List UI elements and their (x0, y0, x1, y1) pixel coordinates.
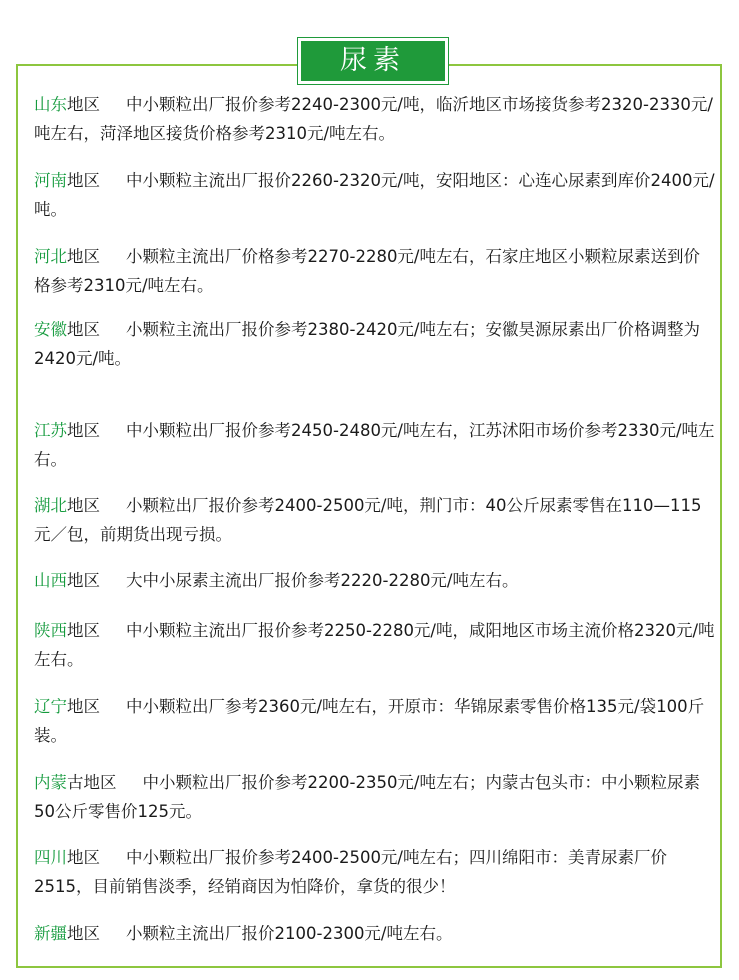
region-name: 安徽 (34, 320, 67, 339)
region-suffix: 地区 (67, 95, 100, 114)
price-entry (34, 566, 716, 595)
region-name: 辽宁 (34, 697, 67, 716)
region-suffix: 地区 (67, 924, 100, 943)
entry-text: 小颗粒主流出厂价格参考2270-2280元/吨左右，石家庄地区小颗粒尿素送到价格参考2310元/吨左右。 (34, 247, 700, 295)
region-suffix: 地区 (67, 421, 100, 440)
region-name: 陕西 (34, 621, 67, 640)
entry-text: 小颗粒主流出厂报价参考2380-2420元/吨左右；安徽昊源尿素出厂价格调整为2420元/吨。 (34, 320, 700, 368)
entry-text: 中小颗粒出厂报价参考2450-2480元/吨左右，江苏沭阳市场价参考2330元/吨左右。 (34, 421, 715, 469)
price-entry (34, 242, 716, 300)
region-name: 新疆 (34, 924, 67, 943)
region-suffix: 地区 (67, 171, 100, 190)
price-entry (34, 315, 716, 373)
price-entry (34, 90, 716, 148)
entry-text: 中小颗粒出厂报价参考2240-2300元/吨，临沂地区市场接货参考2320-2330元/吨左右，菏泽地区接货价格参考2310元/吨左右。 (34, 95, 713, 143)
region-name: 河南 (34, 171, 67, 190)
region-name: 河北 (34, 247, 67, 266)
entry-text: 小颗粒主流出厂报价2100-2300元/吨左右。 (126, 924, 453, 943)
price-entry (34, 843, 716, 901)
region-name: 江苏 (34, 421, 67, 440)
entry-text: 大中小尿素主流出厂报价参考2220-2280元/吨左右。 (126, 571, 519, 590)
price-entry (34, 416, 716, 474)
entry-text: 中小颗粒出厂参考2360元/吨左右，开原市：华锦尿素零售价格135元/袋100斤装。 (34, 697, 705, 745)
region-name: 湖北 (34, 496, 67, 515)
price-entry (34, 491, 716, 549)
price-entry (34, 166, 716, 224)
entry-text: 小颗粒出厂报价参考2400-2500元/吨，荆门市：40公斤尿素零售在110—115元／包，前期货出现亏损。 (34, 496, 702, 544)
region-name: 内蒙 (34, 773, 67, 792)
region-suffix: 地区 (67, 621, 100, 640)
region-suffix: 地区 (67, 247, 100, 266)
region-suffix: 地区 (67, 697, 100, 716)
region-suffix: 地区 (67, 320, 100, 339)
entry-text: 中小颗粒出厂报价参考2400-2500元/吨左右；四川绵阳市：美青尿素厂价2515，目前销售淡季，经销商因为怕降价，拿货的很少！ (34, 848, 667, 896)
entry-text: 中小颗粒主流出厂报价参考2250-2280元/吨，咸阳地区市场主流价格2320元/吨左右。 (34, 621, 715, 669)
entry-text: 中小颗粒出厂报价参考2200-2350元/吨左右；内蒙古包头市：中小颗粒尿素50公斤零售价125元。 (34, 773, 700, 821)
region-suffix: 地区 (67, 848, 100, 867)
region-name: 四川 (34, 848, 67, 867)
price-entry (34, 616, 716, 674)
price-entry (34, 919, 716, 948)
section-title: 尿素 (298, 38, 448, 84)
price-entry (34, 768, 716, 826)
region-suffix: 地区 (67, 571, 100, 590)
region-suffix: 地区 (67, 496, 100, 515)
region-name: 山东 (34, 95, 67, 114)
entry-text: 中小颗粒主流出厂报价2260-2320元/吨，安阳地区：心连心尿素到库价2400元/吨。 (34, 171, 715, 219)
price-entry (34, 692, 716, 750)
region-suffix: 古地区 (67, 773, 117, 792)
region-name: 山西 (34, 571, 67, 590)
